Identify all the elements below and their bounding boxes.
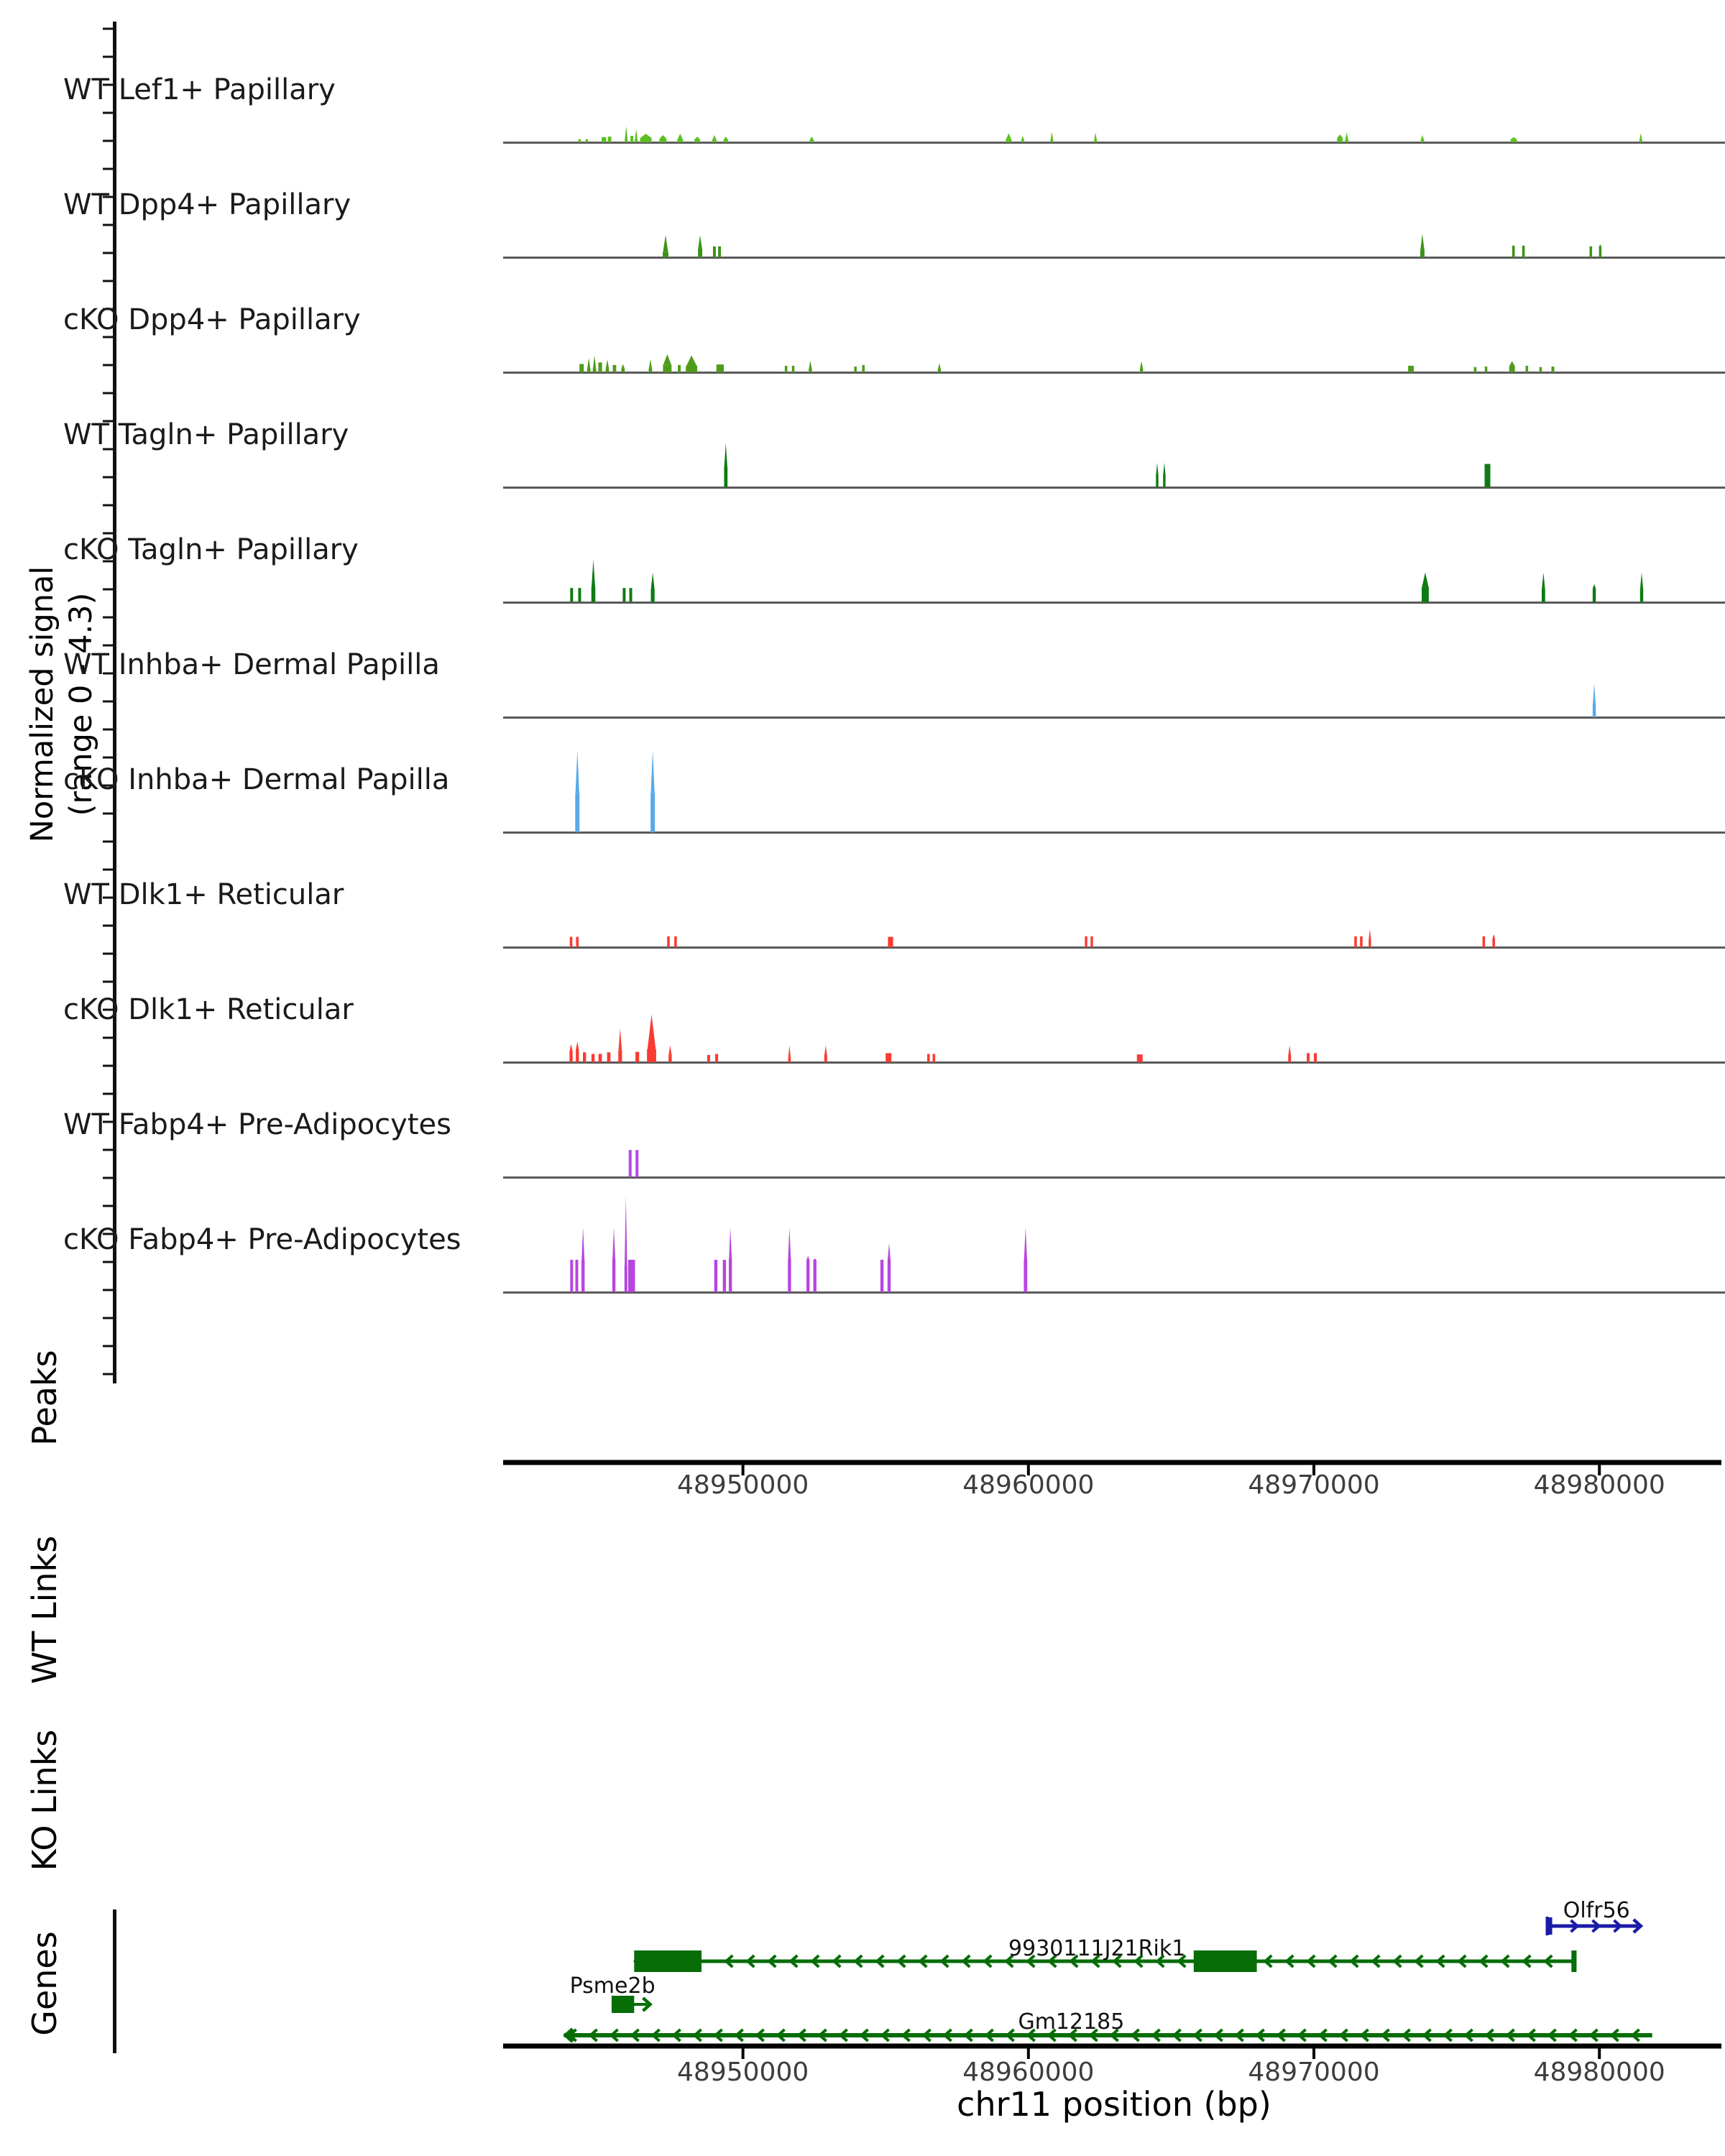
x-tick-label: 48960000 xyxy=(962,1470,1095,1500)
section-label-ko-links: KO Links xyxy=(25,1729,64,1871)
x-tick-label: 48950000 xyxy=(677,2058,809,2087)
gene-label: Psme2b xyxy=(569,1973,656,1999)
x-axis-label: chr11 position (bp) xyxy=(957,2085,1271,2124)
x-tick-label: 48970000 xyxy=(1248,2058,1380,2087)
y-axis-label-line2: (range 0 - 4.3) xyxy=(63,592,99,816)
track-label: cKO Tagln+ Papillary xyxy=(63,533,359,566)
gene-label: Gm12185 xyxy=(1018,2009,1125,2035)
section-label-peaks: Peaks xyxy=(25,1350,64,1446)
track-label: cKO Dpp4+ Papillary xyxy=(63,303,361,336)
track-label: WT Fabp4+ Pre-Adipocytes xyxy=(63,1108,451,1141)
y-axis-label-line1: Normalized signal xyxy=(24,566,60,843)
track-label: cKO Dlk1+ Reticular xyxy=(63,993,354,1026)
track-label: cKO Inhba+ Dermal Papilla xyxy=(63,763,450,796)
x-tick-label: 48950000 xyxy=(677,1470,809,1500)
x-tick-label: 48980000 xyxy=(1533,2058,1665,2087)
x-tick-label: 48970000 xyxy=(1248,1470,1380,1500)
section-label-wt-links: WT Links xyxy=(25,1535,64,1685)
track-label: WT Dpp4+ Papillary xyxy=(63,188,351,221)
track-label: WT Inhba+ Dermal Papilla xyxy=(63,648,440,681)
x-tick-label: 48960000 xyxy=(962,2058,1095,2087)
section-label-genes: Genes xyxy=(25,1931,64,2036)
x-tick-label: 48980000 xyxy=(1533,1470,1665,1500)
track-label: WT Lef1+ Papillary xyxy=(63,73,336,106)
track-label: WT Tagln+ Papillary xyxy=(63,418,349,451)
gene-label: 9930111J21Rik1 xyxy=(1008,1936,1186,1961)
track-label: WT Dlk1+ Reticular xyxy=(63,878,344,911)
gene-label: Olfr56 xyxy=(1563,1898,1630,1923)
y-axis-label xyxy=(23,345,102,1064)
track-label: cKO Fabp4+ Pre-Adipocytes xyxy=(63,1223,461,1256)
